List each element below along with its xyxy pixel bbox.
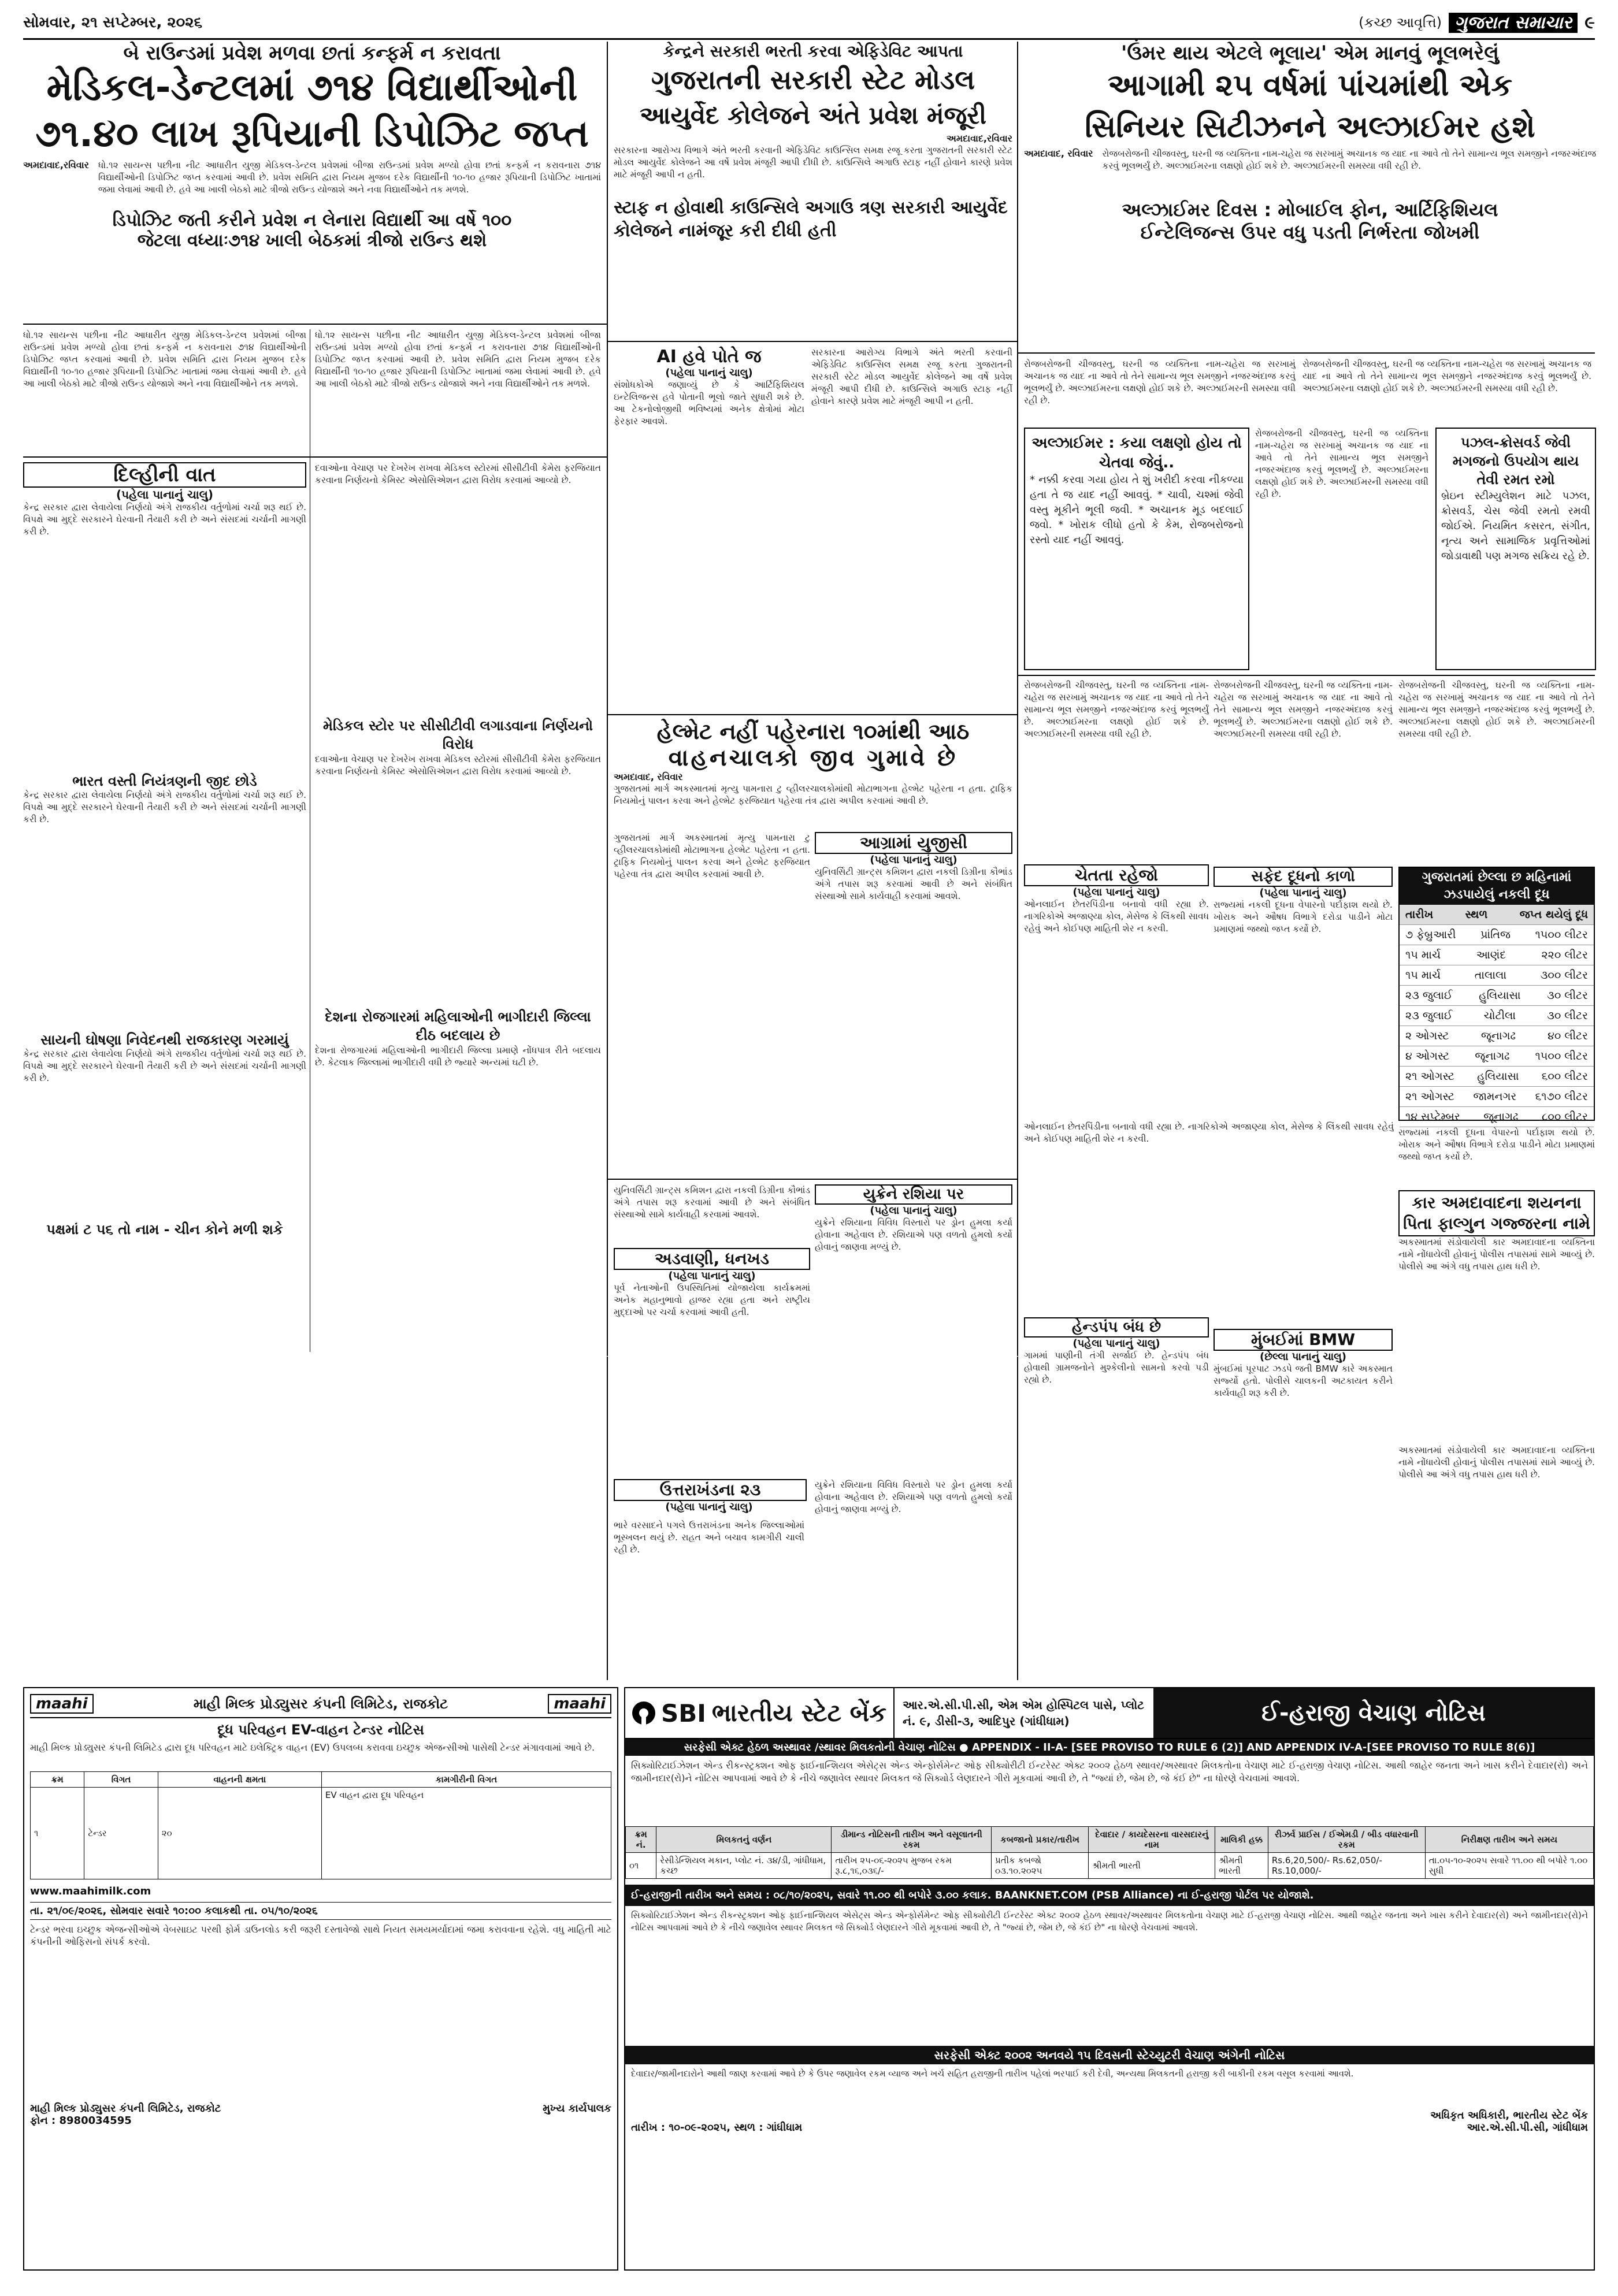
story3-sub-2: ઈન્ટેલિજન્સ ઉપર વધુ પડતી નિર્ભરતા જોખમી bbox=[1140, 221, 1480, 243]
women-body: દેશના રોજગારમાં મહિલાઓની ભાગીદારી જિલ્લા પ્રમાણે નોંધપાત્ર રીતે બદલાય છે. કેટલાક જિલ્લામાં ભાગીદારી વધી છે જ્યારે અન્યમાં ઘટી છે. bbox=[315, 1045, 601, 1068]
alz-box2-title: પઝલ-ક્રોસવર્ડ જેવી મગજનો ઉપયોગ થાય તેવી રમત રમો bbox=[1452, 434, 1579, 488]
fakemilk-row: ૨૧ ઓગસ્ટ હુલિયાસા ૬૦૦ લીટર bbox=[1400, 1067, 1594, 1087]
sbi-logo-icon bbox=[632, 1701, 655, 1725]
sbi-signatory-2: આર.એ.સી.પી.સી, ગાંધીધામ bbox=[1467, 2122, 1588, 2134]
women-title: દેશના રોજગારમાં મહિલાઓની ભાગીદારી જિલ્લા દીઠ બદલાય છે bbox=[325, 1009, 591, 1043]
story3-headline-1: આગામી ૨૫ વર્ષમાં પાંચમાંથી એક bbox=[1107, 68, 1513, 103]
ai-column bbox=[614, 347, 1012, 705]
story-alzheimer bbox=[1024, 42, 1596, 244]
maahi-company: માહી મિલ્ક પ્રોડ્યુસર કંપની લિમિટેડ, રાજકોટ bbox=[193, 1696, 448, 1712]
maahi-logo-right: maahi bbox=[548, 1694, 611, 1714]
story3-headline-2: સિનિયર સિટીઝનને અલ્ઝાઈમર હશે bbox=[1085, 110, 1535, 144]
medical-title: મેડિકલ સ્ટોર પર સીસીટીવી લગાડવાના નિર્ણયનો વિરોધ bbox=[323, 718, 593, 752]
sbi-auction-notice bbox=[624, 1687, 1595, 2271]
ukraine-cont: (પહેલા પાનાનું ચાલુ) bbox=[870, 1205, 958, 1217]
story1-body: ધો.૧૨ સાયન્સ પછીના નીટ આધારીત યુજી મેડિકલ-ડેન્ટલ પ્રવેશમાં બીજા રાઉન્ડમાં પ્રવેશ મળ્યો હોવા છતાં કન્ફર્મ ન કરાવનારા ૭૧૪ વિદ્યાર્થીઓની ડિપોઝિટ જપ્ત કરવામાં આવી છે. પ્રવેશ સમિતિ દ્વારા નિયમ મુજબ દરેક વિદ્યાર્થીની ૧૦-૧૦ હજાર રૂપિયાની ડિપોઝિટ ખાતામાં જમા લેવામાં આવી છે. હવે આ ખાલી બેઠકો માટે ત્રીજો રાઉન્ડ યોજાશે અને નવા વિદ્યાર્થીઓને તક મળશે. bbox=[98, 160, 601, 195]
delhi-cont: (પહેલા પાનાનું ચાલુ) bbox=[116, 488, 214, 501]
story3-body-cont-6: રોજબરોજની ચીજવસ્તુ, ઘરની જ વ્યક્તિના નામ-ચહેરા જ સરખામું અચાનક જ યાદ ના આવે તો તેને સામાન્ય ભૂલ સમજીને નજરઅંદાજ કરવું ભૂલભર્યું છે. અલ્ઝાઈમરના લક્ષણો હોઈ શકે છે. અલ્ઝાઈમરની સમસ્યા વધી રહી છે. bbox=[1398, 680, 1595, 739]
agra-cont: (પહેલા પાનાનું ચાલુ) bbox=[870, 854, 958, 866]
helmet-head-2: વાહનચાલકો જીવ ગુમાવે છે bbox=[668, 745, 958, 771]
car-body-cont: અકસ્માતમાં સંડોવાયેલી કાર અમદાવાદના વ્યક્તિના નામે નોંધાયેલી હોવાનું પોલીસ તપાસમાં સામે આવ્યું છે. પોલીસે આ અંગે વધુ તપાસ હાથ ધરી છે. bbox=[1398, 1445, 1595, 1480]
maahi-tender-notice bbox=[23, 1687, 618, 2271]
story2-headline-2: આયુર્વેદ કોલેજને અંતે પ્રવેશ મંજૂરી bbox=[640, 101, 986, 129]
story3-dateline: અમદાવાદ, રવિવાર bbox=[1024, 148, 1093, 159]
story2-body: સરકારના આરોગ્ય વિભાગે અંતે ભરતી કરવાની એફિડેવિટ કાઉન્સિલ સમક્ષ રજૂ કરતા ગુજરાતની સરકારી સ્ટેટ મોડલ આયુર્વેદ કોલેજને આ વર્ષે પ્રવેશ મંજૂરી આપી દીધી છે. કાઉન્સિલે અગાઉ સ્ટાફ નહીં હોવાને કારણે પ્રવેશ માટે મંજૂરી આપી ન હતી. bbox=[614, 145, 1012, 180]
alzheimer-symptoms-box bbox=[1024, 428, 1249, 670]
maahi-th: વાહનની ક્ષમતા bbox=[158, 1772, 321, 1788]
sbi-footer-bar: સરફેસી એક્ટ ૨૦૦૨ અનવયે ૧૫ દિવસની સ્ટેચ્યુટરી વેચાણ અંગેની નોટિસ bbox=[625, 2046, 1594, 2064]
story1-sub-1: ડિપોઝિટ જતી કરીને પ્રવેશ ન લેનારા વિદ્યાર્થી આ વર્ષે ૧૦૦ bbox=[112, 210, 512, 231]
alz-box1-body: * નક્કી કરવા ગયા હોય તે શું ખરીદી કરવા નીકળ્યા હતા તે જ યાદ નહીં આવવું. * ચાવી, ચશ્માં જેવી વસ્તુ મૂકીને ભૂલી જવી. * અચાનક મૂડ બદલાઈ જવો. * ખોરાક લીધો હતો કે કેમ, રોજબરોજનો રસ્તો યાદ નહીં આવવું. bbox=[1030, 474, 1244, 546]
maahi-th: ક્રમ bbox=[31, 1772, 84, 1788]
maahi-td: EV વાહન દ્વારા દૂધ પરિવહન bbox=[321, 1788, 611, 1879]
sbi-td: પ્રતીક કબજો ૦૩.૧૦.૨૦૨૫ bbox=[992, 1853, 1089, 1879]
story2-kicker: કેન્દ્રને સરકારી ભરતી કરવા એફિડેવિટ આપતા bbox=[663, 42, 963, 61]
bmw-story bbox=[1214, 1329, 1393, 1611]
maahi-th: કામગીરીની વિગત bbox=[321, 1772, 611, 1788]
maahi-td: ૨૦ bbox=[158, 1788, 321, 1879]
story3-body-cont-4: રોજબરોજની ચીજવસ્તુ, ઘરની જ વ્યક્તિના નામ-ચહેરા જ સરખામું અચાનક જ યાદ ના આવે તો તેને સામાન્ય ભૂલ સમજીને નજરઅંદાજ કરવું ભૂલભર્યું છે. અલ્ઝાઈમરના લક્ષણો હોઈ શકે છે. અલ્ઝાઈમરની સમસ્યા વધી રહી છે. bbox=[1024, 680, 1209, 739]
delhi-sub-3: પક્ષમાં ટ ૫૬ તો નામ - ચીન કોને મળી શકે bbox=[46, 1221, 283, 1238]
sbi-td: શ્રીમતી ભારતી bbox=[1215, 1853, 1268, 1879]
maahi-date-line: તા. ૨૧/૦૯/૨૦૨૬, સોમવાર સવારે ૧૦:૦૦ કલાકથી તા. ૦૫/૧૦/૨૦૨૬ bbox=[30, 1902, 611, 1920]
story1-continued-2: ધો.૧૨ સાયન્સ પછીના નીટ આધારીત યુજી મેડિકલ-ડેન્ટલ પ્રવેશમાં બીજા રાઉન્ડમાં પ્રવેશ મળ્યો હોવા છતાં કન્ફર્મ ન કરાવનારા ૭૧૪ વિદ્યાર્થીઓની ડિપોઝિટ જપ્ત કરવામાં આવી છે. પ્રવેશ સમિતિ દ્વારા નિયમ મુજબ દરેક વિદ્યાર્થીની ૧૦-૧૦ હજાર રૂપિયાની ડિપોઝિટ ખાતામાં જમા લેવામાં આવી છે. હવે આ ખાલી બેઠકો માટે ત્રીજો રાઉન્ડ યોજાશે અને નવા વિદ્યાર્થીઓને તક મળશે. bbox=[315, 330, 601, 389]
chetta-cont: (પહેલા પાનાનું ચાલુ) bbox=[1073, 886, 1160, 898]
story2-dateline: અમદાવાદ,રવિવાર bbox=[947, 133, 1012, 144]
bmw-cont: (છેલ્લા પાનાનું ચાલુ) bbox=[1259, 1351, 1347, 1363]
delhi-sub-2: સાયની ઘોષણા નિવેદનથી રાજકારણ ગરમાયું bbox=[40, 1032, 289, 1048]
maahi-note: ટેન્ડર ભરવા ઇચ્છુક એજન્સીઓએ વેબસાઇટ પરથી ફોર્મ ડાઉનલોડ કરી જરૂરી દસ્તાવેજો સાથે નિયત સમયમર્યાદામાં જમા કરાવવાના રહેશે. વધુ માહિતી માટે કંપનીની ઓફિસનો સંપર્ક કરવો. bbox=[30, 1924, 611, 1947]
agra-title: આગ્રામાં યુજીસી bbox=[815, 832, 1012, 854]
fakemilk-row: ૧૫ માર્ચ તાલાલા ૩૦૦ લીટર bbox=[1400, 965, 1594, 986]
adwani-story bbox=[614, 1184, 810, 1490]
ukraine-body: યુક્રેને રશિયાના વિવિધ વિસ્તારો પર ડ્રોન હુમલા કર્યા હોવાના અહેવાલ છે. રશિયાએ પણ વળતો હુમલો કર્યો હોવાનું જાણવા મળ્યું છે. bbox=[815, 1217, 1012, 1252]
fakemilk-row: ૪ ઓગસ્ટ જૂનાગઢ ૧૫૦૦ લીટર bbox=[1400, 1046, 1594, 1067]
uttarakhand-body: ભારે વરસાદને પગલે ઉત્તરાખંડના અનેક જિલ્લાઓમાં ભૂસ્ખલન થયું છે. રાહત અને બચાવ કામગીરી ચાલી રહી છે. bbox=[614, 1520, 804, 1555]
sbi-address: આર.એ.સી.પી.સી, એમ એમ હોસ્પિટલ પાસે, પ્લોટ નં. ૯, ડીસી-૩, આદિપુર (ગાંધીધામ) bbox=[903, 1698, 1144, 1728]
handpump-title: હેન્ડપંપ બંધ છે bbox=[1024, 1317, 1209, 1338]
helmet-body-cont: ગુજરાતમાં માર્ગ અકસ્માતમાં મૃત્યુ પામનારા ટુ વ્હીલરચાલકોમાંથી મોટાભાગના હેલ્મેટ પહેરતા ન હતા. ટ્રાફિક નિયમોનું પાલન કરવા અને હેલ્મેટ ફરજિયાત પહેરવા તંત્ર દ્વારા અપીલ કરવામાં આવી છે. bbox=[614, 833, 810, 879]
maahi-td: ૧ bbox=[31, 1788, 84, 1879]
ukraine-title: યુક્રેને રશિયા પર bbox=[815, 1184, 1012, 1205]
fakemilk-row: ૨ ઓગસ્ટ જૂનાગઢ ૪૦ લીટર bbox=[1400, 1026, 1594, 1046]
sbi-signatory: અધિકૃત અધિકારી, ભારતીય સ્ટેટ બેંક bbox=[1430, 2109, 1588, 2122]
car-title: કાર અમદાવાદના શયનના પિતા ફાલ્ગુન ગજ્જરના નામે bbox=[1398, 1190, 1595, 1236]
sbi-intro: સિક્યોરિટાઈઝેશન એન્ડ રીકન્સ્ટ્રક્શન ઓફ ફાઈનાન્શિયલ એસેટ્સ એન્ડ એન્ફોર્સમેન્ટ ઓફ સીક્યોરીટી ઈન્ટરેસ્ટ એક્ટ ૨૦૦૨ હેઠળ સ્થાવર/અસ્થાવર મિલકતોના વેચાણ માટે ઈ-હરાજી વેચાણ નોટિસ. આથી જાહેર જનતા અને ખાસ કરીને દેવાદાર(રો) અને જામીનદાર(રો)ને નોટિસ આપવામાં આવે છે કે નીચે જણાવેલ સ્થાવર મિલકત જે સિક્યોર્ડ લેણદારને ગીરો મૂકવામાં આવી છે, તે "જ્યાં છે, જેમ છે, જે કંઈ છે" ના ધોરણે વેચવામાં આવશે. bbox=[631, 1760, 1588, 1784]
fakemilk-row: ૧૪ સપ્ટેમ્બર જૂનાગઢ ૮૦૦ લીટર bbox=[1400, 1107, 1594, 1127]
agra-column bbox=[614, 832, 810, 1179]
maahi-th: વિગત bbox=[84, 1772, 158, 1788]
maahi-tender-table bbox=[30, 1771, 611, 1879]
masthead-logo: ગુજરાત સમાચાર bbox=[1449, 13, 1578, 33]
edition-label: (કચ્છ આવૃત્તિ) bbox=[1359, 14, 1442, 31]
helmet-dateline: અમદાવાદ, રવિવાર bbox=[614, 771, 683, 782]
sbi-td: તારીખ ૨૫-૦૬-૨૦૨૫ મુજબ રકમ રૂ.૮,૧૬,૦૩૬/- bbox=[832, 1853, 992, 1879]
sbi-th: કબજાનો પ્રકાર/તારીખ bbox=[992, 1827, 1089, 1853]
agra-body: યુનિવર્સિટી ગ્રાન્ટ્સ કમિશન દ્વારા નકલી ડિગ્રીના કૌભાંડ અંગે તપાસ શરૂ કરવામાં આવી છે અને સંબંધિત સંસ્થાઓ સામે કાર્યવાહી કરવામાં આવશે. bbox=[815, 867, 1012, 901]
maahi-intro: માહી મિલ્ક પ્રોડ્યુસર કંપની લિમિટેડ દ્વારા દૂધ પરિવહન માટે ઇલેક્ટ્રિક વાહન (EV) ઉપલબ્ધ કરાવવા ઇચ્છુક એજન્સીઓ પાસેથી ટેન્ડર મંગાવવામાં આવે છે. bbox=[30, 1742, 595, 1753]
sbi-date: તારીખ : ૧૦-૦૯-૨૦૨૫, સ્થળ : ગાંધીધામ bbox=[631, 2122, 803, 2134]
delhi-body-2: કેન્દ્ર સરકાર દ્વારા લેવાયેલા નિર્ણયો અંગે રાજકીય વર્તુળોમાં ચર્ચા શરૂ થઈ છે. વિપક્ષે આ મુદ્દે સરકારને ઘેરવાની તૈયારી કરી છે અને સંસદમાં ચર્ચાની માગણી કરી છે. bbox=[23, 790, 306, 824]
maahi-website[interactable]: www.maahimilk.com bbox=[30, 1885, 151, 1897]
chetta-body-cont: ઓનલાઈન છેતરપિંડીના બનાવો વધી રહ્યા છે. નાગરિકોએ અજાણ્યા કોલ, મેસેજ કે લિંકથી સાવધ રહેવું અને કોઈપણ માહિતી શેર ન કરવી. bbox=[1024, 1121, 1394, 1144]
sbi-th: ડીમાન્ડ નોટિસની તારીખ અને વસૂલાતની રકમ bbox=[832, 1827, 992, 1853]
sbi-logo-text: SBI bbox=[661, 1699, 706, 1727]
helmet-body: ગુજરાતમાં માર્ગ અકસ્માતમાં મૃત્યુ પામનારા ટુ વ્હીલરચાલકોમાંથી મોટાભાગના હેલ્મેટ પહેરતા ન હતા. ટ્રાફિક નિયમોનું પાલન કરવા અને હેલ્મેટ ફરજિયાત પહેરવા તંત્ર દ્વારા અપીલ કરવામાં આવી છે. bbox=[614, 783, 1012, 806]
agra-body-cont: યુનિવર્સિટી ગ્રાન્ટ્સ કમિશન દ્વારા નકલી ડિગ્રીના કૌભાંડ અંગે તપાસ શરૂ કરવામાં આવી છે અને સંબંધિત સંસ્થાઓ સામે કાર્યવાહી કરવામાં આવશે. bbox=[614, 1185, 810, 1220]
milk-story bbox=[1214, 867, 1393, 1130]
medical-body-pre: દવાઓના વેચાણ પર દેખરેખ રાખવા મેડિકલ સ્ટોરમાં સીસીટીવી કેમેરા ફરજિયાત કરવાના નિર્ણયનો કેમિસ્ટ એસોસિએશન દ્વારા વિરોધ કરવામાં આવ્યો છે. bbox=[315, 463, 601, 485]
uttarakhand-cont: (પહેલા પાનાનું ચાલુ) bbox=[665, 1501, 753, 1513]
milk-title: સફેદ દૂધનો કાળો bbox=[1214, 867, 1393, 887]
story3-body-cont-3: રોજબરોજની ચીજવસ્તુ, ઘરની જ વ્યક્તિના નામ-ચહેરા જ સરખામું અચાનક જ યાદ ના આવે તો તેને સામાન્ય ભૂલ સમજીને નજરઅંદાજ કરવું ભૂલભર્યું છે. અલ્ઝાઈમરના લક્ષણો હોઈ શકે છે. અલ્ઝાઈમરની સમસ્યા વધી રહી છે. bbox=[1255, 428, 1428, 499]
ai-body: સંશોધકોએ જણાવ્યું છે કે આર્ટિફિશિયલ ઇન્ટેલિજન્સ હવે પોતાની ભૂલો જાતે સુધારી શકે છે. આ ટેકનોલોજીથી ભવિષ્યમાં અનેક ક્ષેત્રોમાં મોટા ફેરફાર આવશે. bbox=[614, 380, 804, 426]
sbi-th: મિલકતનું વર્ણન bbox=[656, 1827, 832, 1853]
car-story bbox=[1398, 1127, 1595, 1456]
helmet-story bbox=[614, 719, 1012, 838]
sbi-eauction-line: ઈ-હરાજીની તારીખ અને સમય : ૦૮/૧૦/૨૦૨૫, સવારે ૧૧.૦૦ થી બપોરે ૩.૦૦ કલાક. BAANKNET.COM (PSB Alliance) ના ઈ-હરાજી પોર્ટલ પર યોજાશે. bbox=[625, 1885, 1594, 1906]
chetta-title: ચેતતા રહેજો bbox=[1024, 864, 1209, 886]
sbi-intro-2: સિક્યોરિટાઈઝેશન એન્ડ રીકન્સ્ટ્રક્શન ઓફ ફાઈનાન્શિયલ એસેટ્સ એન્ડ એન્ફોર્સમેન્ટ ઓફ સીક્યોરીટી ઈન્ટરેસ્ટ એક્ટ ૨૦૦૨ હેઠળ સ્થાવર/અસ્થાવર મિલકતોના વેચાણ માટે ઈ-હરાજી વેચાણ નોટિસ. આથી જાહેર જનતા અને ખાસ કરીને દેવાદાર(રો) અને જામીનદાર(રો)ને નોટિસ આપવામાં આવે છે કે નીચે જણાવેલ સ્થાવર મિલકત જે સિક્યોર્ડ લેણદારને ગીરો મૂકવામાં આવી છે, તે "જ્યાં છે, જેમ છે, જે કંઈ છે" ના ધોરણે વેચવામાં આવશે. bbox=[631, 1910, 1588, 1933]
story1-headline-1: મેડિકલ-ડેન્ટલમાં ૭૧૪ વિદ્યાર્થીઓની bbox=[46, 66, 578, 109]
middle-left-column bbox=[315, 462, 601, 1293]
fakemilk-row: ૨૩ જુલાઈ હુલિયાસા ૩૦ લીટર bbox=[1400, 986, 1594, 1006]
chetta-body: ઓનલાઈન છેતરપિંડીના બનાવો વધી રહ્યા છે. નાગરિકોએ અજાણ્યા કોલ, મેસેજ કે લિંકથી સાવધ રહેવું અને કોઈપણ માહિતી શેર ન કરવી. bbox=[1024, 899, 1209, 934]
ai-title: AI હવે પોતે જ bbox=[656, 347, 762, 367]
story3-body-cont-1: રોજબરોજની ચીજવસ્તુ, ઘરની જ વ્યક્તિના નામ-ચહેરા જ સરખામું અચાનક જ યાદ ના આવે તો તેને સામાન્ય ભૂલ સમજીને નજરઅંદાજ કરવું ભૂલભર્યું છે. અલ્ઝાઈમરના લક્ષણો હોઈ શકે છે. અલ્ઝાઈમરની સમસ્યા વધી રહી છે. bbox=[1024, 359, 1296, 406]
ukraine-story bbox=[815, 1184, 1012, 1483]
uttarakhand-title: ઉત્તરાખંડના ૨૩ bbox=[614, 1479, 807, 1501]
story2-sub: સ્ટાફ ન હોવાથી કાઉન્સિલે અગાઉ ત્રણ સરકારી આયુર્વેદ કોલેજને નામંજૂર કરી દીધી હતી bbox=[614, 198, 1008, 241]
ai-cont: (પહેલા પાનાનું ચાલુ) bbox=[665, 367, 753, 379]
adwani-cont: (પહેલા પાનાનું ચાલુ) bbox=[668, 1270, 756, 1282]
story-medical-deposit bbox=[23, 42, 601, 251]
maahi-contact: ફોન : 8980034595 bbox=[30, 2115, 132, 2127]
story2-headline-1: ગુજરાતની સરકારી સ્ટેટ મોડલ bbox=[651, 64, 975, 95]
story2-body-cont: સરકારના આરોગ્ય વિભાગે અંતે ભરતી કરવાની એફિડેવિટ કાઉન્સિલ સમક્ષ રજૂ કરતા ગુજરાતની સરકારી સ્ટેટ મોડલ આયુર્વેદ કોલેજને આ વર્ષે પ્રવેશ મંજૂરી આપી દીધી છે. કાઉન્સિલે અગાઉ સ્ટાફ નહીં હોવાને કારણે પ્રવેશ માટે મંજૂરી આપી ન હતી. bbox=[811, 347, 1012, 406]
sbi-td: શ્રીમતી ભારતી bbox=[1089, 1853, 1215, 1879]
helmet-head-1: હેલ્મેટ નહીં પહેરનારા ૧૦માંથી આઠ bbox=[656, 719, 970, 744]
sbi-footer-text: દેવાદાર/જામીનદારોને આથી જાણ કરવામાં આવે છે કે ઉપર જણાવેલ રકમ વ્યાજ અને ખર્ચ સહિત હરાજીની તારીખ પહેલાં ભરપાઈ કરી દેવી, અન્યથા મિલકતની હરાજી કરી બાકીની રકમ વસૂલ કરવામાં આવશે. bbox=[631, 2068, 1354, 2079]
chetta-story bbox=[1024, 679, 1209, 1141]
story3-cont-area bbox=[1024, 358, 1596, 422]
fake-milk-table bbox=[1398, 867, 1595, 1121]
maahi-td: ટેન્ડર bbox=[84, 1788, 158, 1879]
sbi-th: માલિકી હક્ક bbox=[1215, 1827, 1268, 1853]
story3-body-cont-5: રોજબરોજની ચીજવસ્તુ, ઘરની જ વ્યક્તિના નામ-ચહેરા જ સરખામું અચાનક જ યાદ ના આવે તો તેને સામાન્ય ભૂલ સમજીને નજરઅંદાજ કરવું ભૂલભર્યું છે. અલ્ઝાઈમરના લક્ષણો હોઈ શકે છે. અલ્ઝાઈમરની સમસ્યા વધી રહી છે. bbox=[1214, 680, 1393, 739]
fakemilk-row: ૧૫ માર્ચ આણંદ ૨૨૦ લીટર bbox=[1400, 945, 1594, 965]
maahi-sign: મુખ્ય કાર્યપાલક bbox=[543, 2102, 611, 2115]
delhi-title: દિલ્હીની વાત bbox=[23, 462, 306, 488]
car-body: અકસ્માતમાં સંડોવાયેલી કાર અમદાવાદના વ્યક્તિના નામે નોંધાયેલી હોવાનું પોલીસ તપાસમાં સામે આવ્યું છે. પોલીસે આ અંગે વધુ તપાસ હાથ ધરી છે. bbox=[1398, 1237, 1595, 1272]
sbi-appendix-bar: સરફેસી એક્ટ હેઠળ અસ્થાવર /સ્થાવર મિલકતોની વેચાણ નોટિસ ● APPENDIX - II-A- [SEE PROVISO TO RULE 6 (2)] AND APPENDIX IV-A-[SEE PROVISO TO RULE 8(6)] bbox=[625, 1739, 1594, 1756]
milk-body: રાજ્યમાં નકલી દૂધના વેપારનો પર્દાફાશ થયો છે. ખોરાક અને ઔષધ વિભાગે દરોડા પાડીને મોટા પ્રમાણમાં જથ્થો જપ્ત કર્યો છે. bbox=[1214, 900, 1393, 934]
medical-body: દવાઓના વેચાણ પર દેખરેખ રાખવા મેડિકલ સ્ટોરમાં સીસીટીવી કેમેરા ફરજિયાત કરવાના નિર્ણયનો કેમિસ્ટ એસોસિએશન દ્વારા વિરોધ કરવામાં આવ્યો છે. bbox=[315, 754, 601, 777]
adwani-title: અડવાણી, ધનખડ bbox=[614, 1248, 810, 1270]
story3-body-cont-2: રોજબરોજની ચીજવસ્તુ, ઘરની જ વ્યક્તિના નામ-ચહેરા જ સરખામું અચાનક જ યાદ ના આવે તો તેને સામાન્ય ભૂલ સમજીને નજરઅંદાજ કરવું ભૂલભર્યું છે. અલ્ઝાઈમરના લક્ષણો હોઈ શકે છે. અલ્ઝાઈમરની સમસ્યા વધી રહી છે. bbox=[1302, 359, 1591, 393]
story3-kicker: 'ઉંમર થાય એટલે ભૂલાય' એમ માનવું ભૂલભરેલું bbox=[1121, 42, 1499, 65]
fakemilk-row: ૨૩ જુલાઈ ચોટીલા ૩૦ લીટર bbox=[1400, 1006, 1594, 1026]
fakemilk-row: ૭ ફેબ્રુઆરી પ્રાંતિજ ૧૫૦૦ લીટર bbox=[1400, 925, 1594, 945]
agra-story bbox=[815, 832, 1012, 1103]
milk-body-cont: રાજ્યમાં નકલી દૂધના વેપારનો પર્દાફાશ થયો છે. ખોરાક અને ઔષધ વિભાગે દરોડા પાડીને મોટા પ્રમાણમાં જથ્થો જપ્ત કર્યો છે. bbox=[1398, 1127, 1595, 1162]
sbi-property-table bbox=[625, 1826, 1594, 1879]
fakemilk-title: ગુજરાતમાં છેલ્લા છ મહિનામાં ઝડપાયેલું નકલી દૂધ bbox=[1400, 868, 1594, 905]
sbi-th: રીઝર્વ પ્રાઈસ / ઈએમડી / બીડ વધારવાની રકમ bbox=[1268, 1827, 1425, 1853]
maahi-tender-title: દૂધ પરિવહન EV-વાહન ટેન્ડર નોટિસ bbox=[217, 1722, 424, 1738]
alz-box1-title: અલ્ઝાઈમર : કયા લક્ષણો હોય તો ચેતવા જેવું.. bbox=[1031, 434, 1242, 471]
sbi-td: રેસીડેન્શિયલ મકાન, પ્લોટ નં. ૩૪/ડી, ગાંધીધામ, કચ્છ bbox=[656, 1853, 832, 1879]
issue-date: સોમવાર, ૨૧ સપ્ટેમ્બર, ૨૦૨૬ bbox=[23, 13, 203, 31]
story3-body: રોજબરોજની ચીજવસ્તુ, ઘરની જ વ્યક્તિના નામ-ચહેરા જ સરખામું અચાનક જ યાદ ના આવે તો તેને સામાન્ય ભૂલ સમજીને નજરઅંદાજ કરવું ભૂલભર્યું છે. અલ્ઝાઈમરના લક્ષણો હોઈ શકે છે. અલ્ઝાઈમરની સમસ્યા વધી રહી છે. bbox=[1102, 148, 1596, 171]
sbi-th: દેવાદાર / કાયદેસરના વારસદારનું નામ bbox=[1089, 1827, 1215, 1853]
bmw-body: મુંબઈમાં પૂરપાટ ઝડપે જતી BMW કારે અકસ્માત સર્જ્યો હતો. પોલીસે ચાલકની અટકાયત કરીને કાર્યવાહી શરૂ કરી છે. bbox=[1214, 1364, 1393, 1398]
sbi-notice-title: ઈ-હરાજી વેચાણ નોટિસ bbox=[1153, 1688, 1594, 1738]
sbi-th: ક્રમ નં. bbox=[626, 1827, 656, 1853]
handpump-body: ગામમાં પાણીની તંગી સર્જાઈ છે. હેન્ડપંપ બંધ હોવાથી ગ્રામજનોને મુશ્કેલીનો સામનો કરવો પડી રહ્યો છે. bbox=[1024, 1350, 1209, 1385]
story1-continued: ધો.૧૨ સાયન્સ પછીના નીટ આધારીત યુજી મેડિકલ-ડેન્ટલ પ્રવેશમાં બીજા રાઉન્ડમાં પ્રવેશ મળ્યો હોવા છતાં કન્ફર્મ ન કરાવનારા ૭૧૪ વિદ્યાર્થીઓની ડિપોઝિટ જપ્ત કરવામાં આવી છે. પ્રવેશ સમિતિ દ્વારા નિયમ મુજબ દરેક વિદ્યાર્થીની ૧૦-૧૦ હજાર રૂપિયાની ડિપોઝિટ ખાતામાં જમા લેવામાં આવી છે. હવે આ ખાલી બેઠકો માટે ત્રીજો રાઉન્ડ યોજાશે અને નવા વિદ્યાર્થીઓને તક મળશે. bbox=[23, 330, 306, 389]
sbi-td: Rs.6,20,500/- Rs.62,050/- Rs.10,000/- bbox=[1268, 1853, 1425, 1879]
story1-headline-2: ૭૧.૪૦ લાખ રૂપિયાની ડિપોઝિટ જપ્ત bbox=[35, 113, 589, 155]
story3-sub-1: અલ્ઝાઈમર દિવસ : મોબાઈલ ફોન, આર્ટિફિશિયલ bbox=[1122, 199, 1498, 221]
sbi-th: નિરીક્ષણ તારીખ અને સમય bbox=[1425, 1827, 1593, 1853]
sbi-bank-name: ભારતીય સ્ટેટ બેંક bbox=[711, 1699, 887, 1727]
delhi-column bbox=[23, 462, 306, 1238]
handpump-story bbox=[1024, 1121, 1394, 1312]
adwani-body: પૂર્વ નેતાઓની ઉપસ્થિતિમાં યોજાયેલા કાર્યક્રમમાં અનેક મહાનુભાવો હાજર રહ્યા હતા અને રાષ્ટ્રીય મુદ્દાઓ પર ચર્ચા કરવામાં આવી હતી. bbox=[614, 1283, 810, 1317]
sbi-td: તા.૦૫-૧૦-૨૦૨૫ સવારે ૧૧.૦૦ થી બપોરે ૧.૦૦ સુધી bbox=[1425, 1853, 1593, 1879]
handpump-cont: (પહેલા પાનાનું ચાલુ) bbox=[1073, 1338, 1160, 1350]
puzzle-box bbox=[1435, 428, 1596, 670]
story1-kicker: બે રાઉન્ડમાં પ્રવેશ મળવા છતાં કન્ફર્મ ન કરાવતા bbox=[123, 42, 501, 65]
delhi-sub-1: ભારત વસ્તી નિયંત્રણની જીદ છોડે bbox=[72, 773, 257, 789]
fakemilk-row: ૨૧ ઓગસ્ટ જામનગર ૬૧૭૦ લીટર bbox=[1400, 1087, 1594, 1107]
handpump-box bbox=[1024, 1317, 1209, 1639]
maahi-address: માહી મિલ્ક પ્રોડ્યુસર કંપની લિમિટેડ, રાજકોટ bbox=[30, 2102, 221, 2115]
story1-sub-2: જેટલા વધ્યાઃ૭૧૪ ખાલી બેઠકમાં ત્રીજો રાઉન્ડ થશે bbox=[137, 231, 487, 251]
ukraine-body-cont: યુક્રેને રશિયાના વિવિધ વિસ્તારો પર ડ્રોન હુમલા કર્યા હોવાના અહેવાલ છે. રશિયાએ પણ વળતો હુમલો કર્યો હોવાનું જાણવા મળ્યું છે. bbox=[815, 1480, 1012, 1514]
alz-box2-body: બ્રેઇન સ્ટીમ્યુલેશન માટે પઝલ, ક્રોસવર્ડ, ચેસ જેવી રમતો રમવી જોઈએ. નિયમિત કસરત, સંગીત, નૃત્ય અને સામાજિક પ્રવૃત્તિઓમાં જોડાવાથી પણ મગજ સક્રિય રહે છે. bbox=[1441, 490, 1590, 562]
bmw-title: મુંબઈમાં BMW bbox=[1214, 1329, 1393, 1351]
sbi-td: ૦૧ bbox=[626, 1853, 656, 1879]
story-ayurveda-college bbox=[614, 42, 1012, 243]
milk-cont: (પહેલા પાનાનું ચાલુ) bbox=[1259, 887, 1347, 899]
fakemilk-header-row: તારીખ સ્થળ જપ્ત થયેલું દૂધ bbox=[1400, 905, 1594, 925]
page-number: ૯ bbox=[1584, 12, 1595, 33]
delhi-body-3: કેન્દ્ર સરકાર દ્વારા લેવાયેલા નિર્ણયો અંગે રાજકીય વર્તુળોમાં ચર્ચા શરૂ થઈ છે. વિપક્ષે આ મુદ્દે સરકારને ઘેરવાની તૈયારી કરી છે અને સંસદમાં ચર્ચાની માગણી કરી છે. bbox=[23, 1049, 306, 1083]
maahi-logo: maahi bbox=[30, 1694, 94, 1714]
story1-dateline: અમદાવાદ,રવિવાર bbox=[23, 159, 89, 170]
delhi-body: કેન્દ્ર સરકાર દ્વારા લેવાયેલા નિર્ણયો અંગે રાજકીય વર્તુળોમાં ચર્ચા શરૂ થઈ છે. વિપક્ષે આ મુદ્દે સરકારને ઘેરવાની તૈયારી કરી છે અને સંસદમાં ચર્ચાની માગણી કરી છે. bbox=[23, 502, 306, 537]
